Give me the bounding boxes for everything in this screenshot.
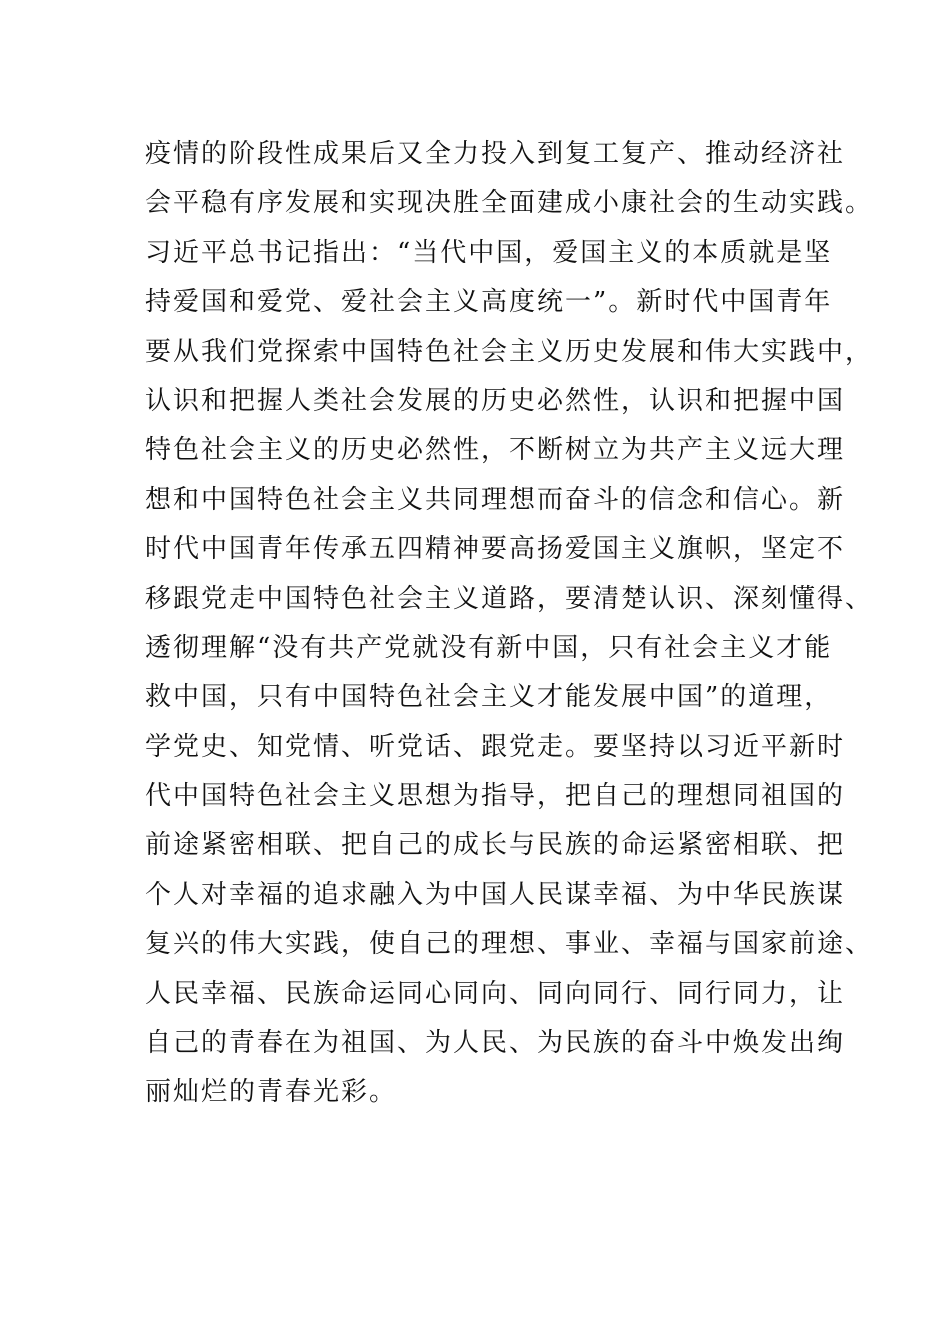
- text-line: 习近平总书记指出：“当代中国，爱国主义的本质就是坚: [145, 237, 833, 268]
- text-line: 会平稳有序发展和实现决胜全面建成小康社会的生动实践。: [145, 188, 874, 219]
- text-line: 救中国，只有中国特色社会主义才能发展中国”的道理，: [145, 682, 833, 713]
- text-line: 复兴的伟大实践，使自己的理想、事业、幸福与国家前途、: [145, 929, 874, 960]
- text-line: 认识和把握人类社会发展的历史必然性，认识和把握中国: [145, 385, 846, 416]
- text-line: 要从我们党探索中国特色社会主义历史发展和伟大实践中，: [145, 336, 874, 367]
- text-line: 移跟党走中国特色社会主义道路，要清楚认识、深刻懂得、: [145, 583, 874, 614]
- text-line: 时代中国青年传承五四精神要高扬爱国主义旗帜，坚定不: [145, 534, 846, 565]
- text-line: 透彻理解“没有共产党就没有新中国，只有社会主义才能: [145, 632, 833, 663]
- text-line: 人民幸福、民族命运同心同向、同向同行、同行同力，让: [145, 978, 846, 1009]
- text-line: 个人对幸福的追求融入为中国人民谋幸福、为中华民族谋: [145, 879, 846, 910]
- text-line: 持爱国和爱党、爱社会主义高度统一”。新时代中国青年: [145, 287, 833, 318]
- text-line: 代中国特色社会主义思想为指导，把自己的理想同祖国的: [145, 781, 846, 812]
- body-paragraph: [145, 132, 874, 1120]
- text-line: 丽灿烂的青春光彩。: [145, 1077, 398, 1108]
- text-line: 疫情的阶段性成果后又全力投入到复工复产、推动经济社: [145, 139, 846, 169]
- text-line: 自己的青春在为祖国、为人民、为民族的奋斗中焕发出绚: [145, 1028, 846, 1059]
- text-line: 特色社会主义的历史必然性，不断树立为共产主义远大理: [145, 435, 846, 466]
- text-line: 前途紧密相联、把自己的成长与民族的命运紧密相联、把: [145, 830, 846, 861]
- text-line: 学党史、知党情、听党话、跟党走。要坚持以习近平新时: [145, 731, 846, 762]
- text-line: 想和中国特色社会主义共同理想而奋斗的信念和信心。新: [145, 484, 846, 515]
